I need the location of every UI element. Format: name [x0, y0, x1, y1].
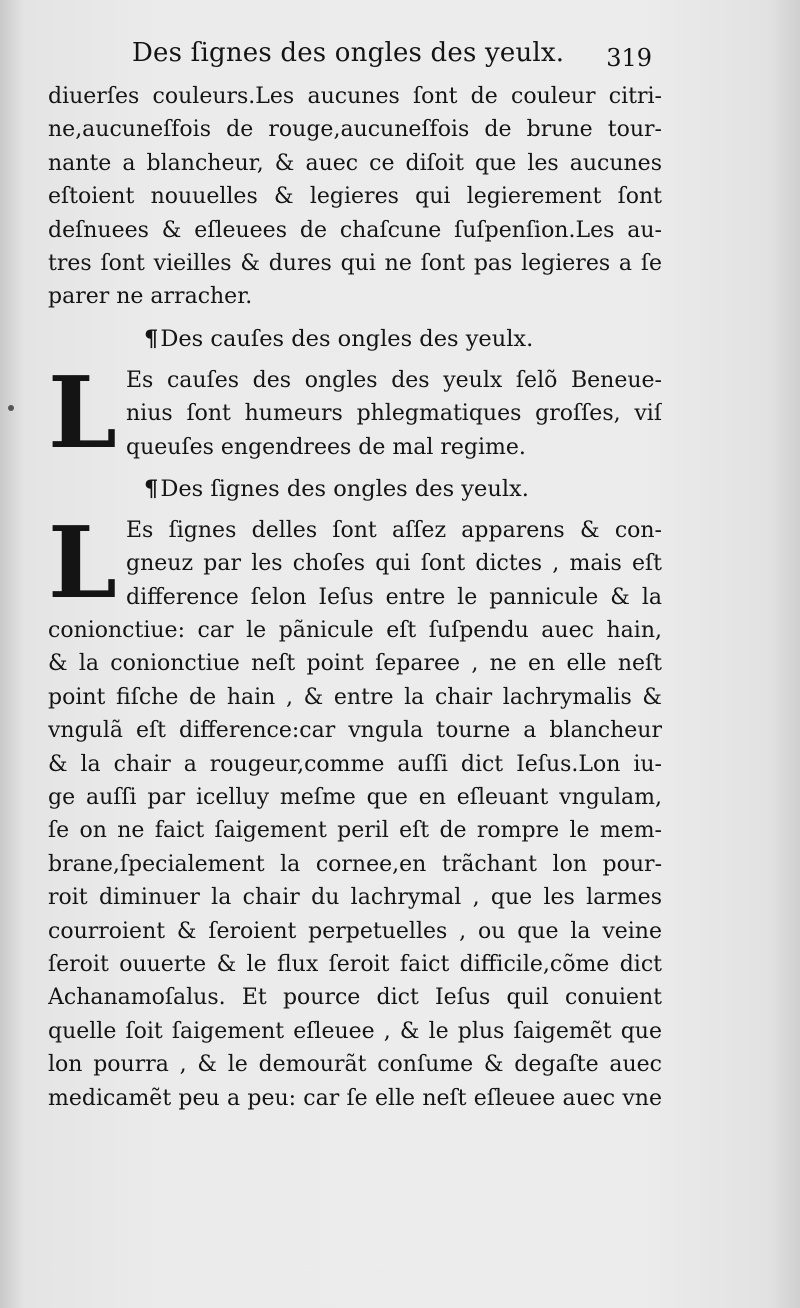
text-line: Achanamoſalus. Et pource dict Ieſus quil conuient — [48, 985, 662, 1011]
text-line: nante a blancheur, & auec ce diſoit que les aucunes — [48, 150, 662, 176]
page-number: 319 — [606, 44, 652, 72]
running-head: Des ſignes des ongles des yeulx. — [132, 38, 565, 68]
page-header — [132, 38, 652, 78]
text-line: diuerſes couleurs.Les aucunes ſont de couleur citri- — [48, 84, 662, 109]
text-line: brane,ſpecialement la cornee,en trãchant lon pour- — [48, 851, 662, 877]
pilcrow-icon: ¶ — [144, 325, 159, 352]
signs-paragraph — [48, 505, 662, 1115]
text-line: difference ſelon Ieſus entre le pannicule & la — [126, 584, 662, 610]
text-line: ſeroit ouuerte & le flux ſeroit faict difficile,cõme dict — [48, 951, 662, 977]
text-line: point fiſche de hain , & entre la chair lachrymalis & — [48, 684, 662, 710]
heading-text: Des ſignes des ongles des yeulx. — [160, 475, 529, 502]
section-heading-signs — [48, 464, 662, 514]
text-line: quelle ſoit ſaigement eſleuee , & le plus ſaigemẽt que — [48, 1018, 662, 1044]
text-line: ne,aucuneſfois de rouge,aucuneſfois de brune tour- — [48, 117, 662, 143]
text-line: & la conionctiue neſt point ſeparee , ne en elle neſt — [48, 651, 662, 677]
section-heading-causes — [48, 314, 662, 364]
text-line: roit diminuer la chair du lachrymal , que les larmes — [48, 885, 662, 911]
text-line: deſnuees & eſleuees de chaſcune ſuſpenſion.Les au- — [48, 217, 662, 243]
text-line: lon pourra , & le demourãt conſume & degaſte auec — [48, 1052, 662, 1078]
text-block — [48, 80, 662, 1115]
text-line: ge auſſi par icelluy meſme que en eſleuant vngulam, — [48, 785, 662, 811]
text-line: ſe on ne faict ſaigement peril eſt de rompre le mem- — [48, 818, 662, 844]
text-line: courroient & ſeroient perpetuelles , ou que la veine — [48, 918, 662, 944]
text-line: gneuz par les choſes qui ſont dictes , mais eſt — [126, 551, 662, 577]
paper-speck — [8, 405, 14, 411]
text-line: eſtoient nouuelles & legieres qui legierement ſont — [48, 184, 662, 210]
heading-text: Des cauſes des ongles des yeulx. — [160, 325, 534, 352]
drop-cap: L — [48, 505, 117, 621]
intro-paragraph — [48, 80, 662, 314]
text-line: & la chair a rougeur,comme auſſi dict Ieſus.Lon iu- — [48, 751, 662, 777]
text-line: conionctiue: car le pãnicule eſt ſuſpendu auec hain, — [48, 618, 662, 644]
text-line: Es cauſes des ongles des yeulx ſelõ Beneue- — [126, 367, 662, 393]
causes-paragraph — [48, 355, 662, 471]
drop-cap: L — [48, 355, 117, 471]
text-line: parer ne arracher. — [48, 284, 253, 310]
text-line: Es ſignes delles ſont aſſez apparens & con- — [126, 517, 662, 543]
text-line: tres ſont vieilles & dures qui ne ſont pas legieres a ſe — [48, 250, 662, 276]
text-line: queuſes engendrees de mal regime. — [126, 434, 526, 460]
pilcrow-icon: ¶ — [144, 475, 159, 502]
text-line: vngulã eſt difference:car vngula tourne a blancheur — [48, 718, 662, 744]
text-line: nius ſont humeurs phlegmatiques groſſes, viſ — [126, 401, 662, 427]
text-line: medicamẽt peu a peu: car ſe elle neſt eſleuee auec vne — [48, 1085, 662, 1111]
